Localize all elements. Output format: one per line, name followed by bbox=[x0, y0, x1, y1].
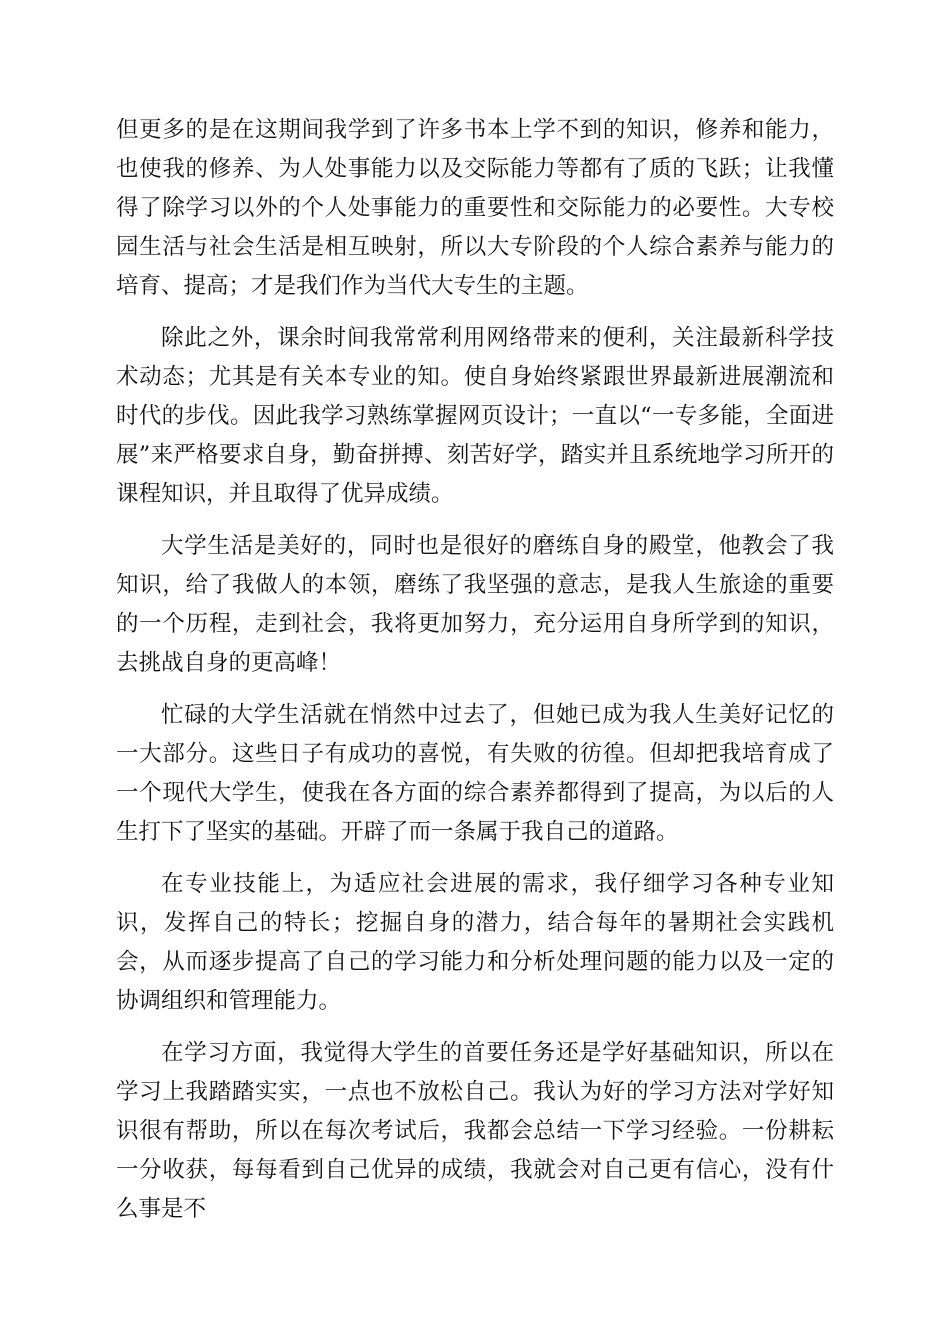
paragraph-continued: 但更多的是在这期间我学到了许多书本上学不到的知识，修养和能力，也使我的修养、为人处事能力以及交际能力等都有了质的飞跃；让我懂得了除学习以外的个人处事能力的重要性和交际能力的必要性。大专校园生活与社会生活是相互映射，所以大专阶段的个人综合素养与能力的培育、提高；才是我们作为当代大专生的主题。 bbox=[116, 117, 834, 299]
paragraph-study-approach: 在学习方面，我觉得大学生的首要任务还是学好基础知识，所以在学习上我踏踏实实，一点也不放松自己。我认为好的学习方法对学好知识很有帮助，所以在每次考试后，我都会总结一下学习经验。一份耕耘一分收获，每每看到自己优异的成绩，我就会对自己更有信心，没有什么事是不 bbox=[116, 1040, 834, 1222]
document-body bbox=[116, 111, 834, 1242]
paragraph-extracurricular-learning: 除此之外，课余时间我常常利用网络带来的便利，关注最新科学技术动态；尤其是有关本专业的知。使自身始终紧跟世界最新进展潮流和时代的步伐。因此我学习熟练掌握网页设计；一直以“一专多能，全面进展”来严格要求自身，勤奋拼搏、刻苦好学，踏实并且系统地学习所开的课程知识，并且取得了优异成绩。 bbox=[116, 325, 834, 507]
paragraph-professional-skills: 在专业技能上，为适应社会进展的需求，我仔细学习各种专业知识，发挥自己的特长；挖掘自身的潜力，结合每年的暑期社会实践机会，从而逐步提高了自己的学习能力和分析处理问题的能力以及一定的协调组织和管理能力。 bbox=[116, 871, 834, 1014]
paragraph-busy-college-life: 忙碌的大学生活就在悄然中过去了，但她已成为我人生美好记忆的一大部分。这些日子有成功的喜悦，有失败的彷徨。但却把我培育成了一个现代大学生，使我在各方面的综合素养都得到了提高，为以后的人生打下了坚实的基础。开辟了而一条属于我自己的道路。 bbox=[116, 702, 834, 845]
paragraph-university-life: 大学生活是美好的，同时也是很好的磨练自身的殿堂，他教会了我知识，给了我做人的本领，磨练了我坚强的意志，是我人生旅途的重要的一个历程，走到社会，我将更加努力，充分运用自身所学到的知识，去挑战自身的更高峰！ bbox=[116, 533, 834, 676]
